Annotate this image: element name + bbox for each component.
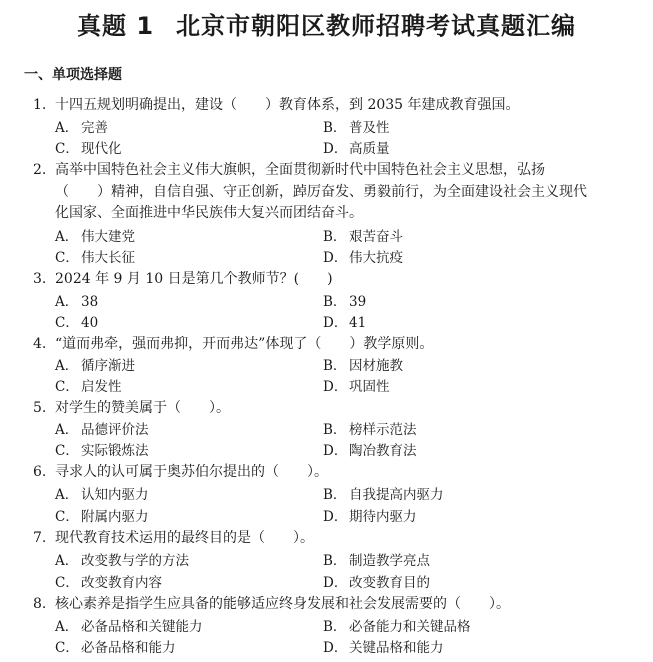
option-d xyxy=(323,441,417,461)
option-text: 完善 xyxy=(81,120,108,136)
question-stem-line xyxy=(33,203,633,225)
option-key: A． xyxy=(55,553,79,569)
option-text: 伟大长征 xyxy=(81,250,135,266)
question-stem-text: （ ）精神，自信自强、守正创新，踔厉奋发、勇毅前行，为全面建设社会主义现代 xyxy=(55,183,587,200)
option-key: A． xyxy=(55,120,79,136)
option-d xyxy=(323,377,390,397)
option-d xyxy=(323,638,444,658)
question-number: 1. xyxy=(33,97,47,113)
option-b xyxy=(323,420,417,440)
option-text: 高质量 xyxy=(349,141,390,157)
option-key: D． xyxy=(323,379,348,395)
option-key: A． xyxy=(55,487,79,503)
option-b xyxy=(323,617,471,637)
option-text: 附属内驱力 xyxy=(81,509,149,525)
option-b xyxy=(323,227,403,247)
option-key: A． xyxy=(55,294,79,310)
option-d xyxy=(323,313,366,333)
question-number: 5. xyxy=(33,400,47,416)
option-text: 陶冶教育法 xyxy=(349,443,417,459)
option-text: 制造教学亮点 xyxy=(349,553,430,569)
option-b xyxy=(323,118,390,138)
question-stem-line xyxy=(33,528,633,550)
option-text: 改变教育内容 xyxy=(81,575,162,591)
option-key: B． xyxy=(323,294,347,310)
question-number: 8. xyxy=(33,596,47,612)
question-7 xyxy=(33,528,633,550)
option-a xyxy=(55,551,189,571)
option-key: D． xyxy=(323,443,348,459)
question-stem-line xyxy=(33,160,633,182)
option-text: 38 xyxy=(81,294,99,310)
option-c xyxy=(55,507,149,527)
question-3 xyxy=(33,269,633,291)
question-8 xyxy=(33,594,633,616)
option-d xyxy=(323,248,403,268)
option-text: 榜样示范法 xyxy=(349,422,417,438)
section-heading: 一、单项选择题 xyxy=(24,67,122,83)
option-text: 关键品格和能力 xyxy=(349,640,444,656)
question-number: 4. xyxy=(33,336,47,352)
option-key: C． xyxy=(55,379,79,395)
question-stem-text: 寻求人的认可属于奥苏伯尔提出的（ ）。 xyxy=(55,464,328,480)
question-1 xyxy=(33,95,633,117)
title-text: 北京市朝阳区教师招聘考试真题汇编 xyxy=(176,12,577,40)
question-stem-text: 2024 年 9 月 10 日是第几个教师节？( ) xyxy=(55,271,333,287)
option-text: 改变教育目的 xyxy=(349,575,430,591)
option-key: C． xyxy=(55,640,79,656)
option-text: 艰苦奋斗 xyxy=(349,229,403,245)
option-key: D． xyxy=(323,250,348,266)
option-a xyxy=(55,118,108,138)
question-stem-line xyxy=(33,398,633,420)
option-key: D． xyxy=(323,640,348,656)
option-key: A． xyxy=(55,619,79,635)
question-number: 2. xyxy=(33,162,47,178)
option-key: C． xyxy=(55,443,79,459)
option-b xyxy=(323,292,366,312)
option-a xyxy=(55,227,135,247)
option-d xyxy=(323,139,390,159)
option-text: 改变教与学的方法 xyxy=(81,553,189,569)
option-text: 自我提高内驱力 xyxy=(349,487,444,503)
option-key: B． xyxy=(323,120,347,136)
option-key: C． xyxy=(55,575,79,591)
option-a xyxy=(55,292,98,312)
option-a xyxy=(55,485,149,505)
option-c xyxy=(55,441,149,461)
option-text: 循序渐进 xyxy=(81,358,135,374)
option-text: 现代化 xyxy=(81,141,122,157)
option-text: 普及性 xyxy=(349,120,390,136)
option-text: 伟大抗疫 xyxy=(349,250,403,266)
question-stem-text: 十四五规划明确提出，建设（ ）教育体系，到 2035 年建成教育强国。 xyxy=(55,97,520,113)
option-a xyxy=(55,617,203,637)
option-c xyxy=(55,248,135,268)
option-key: C． xyxy=(55,509,79,525)
option-d xyxy=(323,573,430,593)
question-number: 6. xyxy=(33,464,47,480)
option-b xyxy=(323,551,430,571)
question-stem-text: 核心素养是指学生应具备的能够适应终身发展和社会发展需要的（ ）。 xyxy=(55,596,510,612)
question-stem-text: 现代教育技术运用的最终目的是（ ）。 xyxy=(55,530,314,546)
option-d xyxy=(323,507,417,527)
option-text: 伟大建党 xyxy=(81,229,135,245)
question-stem-line xyxy=(33,334,633,356)
option-key: A． xyxy=(55,358,79,374)
option-key: C． xyxy=(55,315,79,331)
question-5 xyxy=(33,398,633,420)
option-text: 41 xyxy=(349,315,367,331)
option-key: B． xyxy=(323,229,347,245)
option-key: D． xyxy=(323,315,348,331)
option-key: A． xyxy=(55,229,79,245)
question-6 xyxy=(33,462,633,484)
option-c xyxy=(55,377,122,397)
option-text: 必备能力和关键品格 xyxy=(349,619,471,635)
option-text: 启发性 xyxy=(81,379,122,395)
option-key: B． xyxy=(323,487,347,503)
option-b xyxy=(323,356,403,376)
option-text: 实际锻炼法 xyxy=(81,443,149,459)
option-text: 必备品格和能力 xyxy=(81,640,176,656)
option-key: A． xyxy=(55,422,79,438)
option-c xyxy=(55,573,162,593)
option-text: 品德评价法 xyxy=(81,422,149,438)
option-key: C． xyxy=(55,141,79,157)
option-text: 期待内驱力 xyxy=(349,509,417,525)
question-stem-text: “道而弗牵，强而弗抑，开而弗达”体现了（ ）教学原则。 xyxy=(55,336,434,352)
option-text: 必备品格和关键能力 xyxy=(81,619,203,635)
page-title xyxy=(0,6,653,41)
option-b xyxy=(323,485,444,505)
option-text: 因材施教 xyxy=(349,358,403,374)
option-a xyxy=(55,420,149,440)
option-c xyxy=(55,638,176,658)
question-number: 3. xyxy=(33,271,47,287)
option-c xyxy=(55,139,122,159)
option-key: C． xyxy=(55,250,79,266)
option-key: B． xyxy=(323,619,347,635)
option-key: B． xyxy=(323,422,347,438)
question-2 xyxy=(33,160,633,225)
option-c xyxy=(55,313,98,333)
option-key: D． xyxy=(323,141,348,157)
question-stem-line xyxy=(33,182,633,204)
question-stem-text: 化国家、全面推进中华民族伟大复兴而团结奋斗。 xyxy=(55,205,363,221)
option-text: 40 xyxy=(81,315,99,331)
title-prefix: 真题 1 xyxy=(76,12,155,40)
question-4 xyxy=(33,334,633,356)
option-a xyxy=(55,356,135,376)
question-stem-line xyxy=(33,594,633,616)
option-key: B． xyxy=(323,358,347,374)
option-text: 39 xyxy=(349,294,367,310)
question-stem-text: 高举中国特色社会主义伟大旗帜，全面贯彻新时代中国特色社会主义思想，弘扬 xyxy=(55,162,545,178)
question-number: 7. xyxy=(33,530,47,546)
option-key: D． xyxy=(323,575,348,591)
question-stem-text: 对学生的赞美属于（ ）。 xyxy=(55,400,230,416)
option-key: D． xyxy=(323,509,348,525)
option-text: 巩固性 xyxy=(349,379,390,395)
question-stem-line xyxy=(33,95,633,117)
question-stem-line xyxy=(33,462,633,484)
question-stem-line xyxy=(33,269,633,291)
option-text: 认知内驱力 xyxy=(81,487,149,503)
option-key: B． xyxy=(323,553,347,569)
